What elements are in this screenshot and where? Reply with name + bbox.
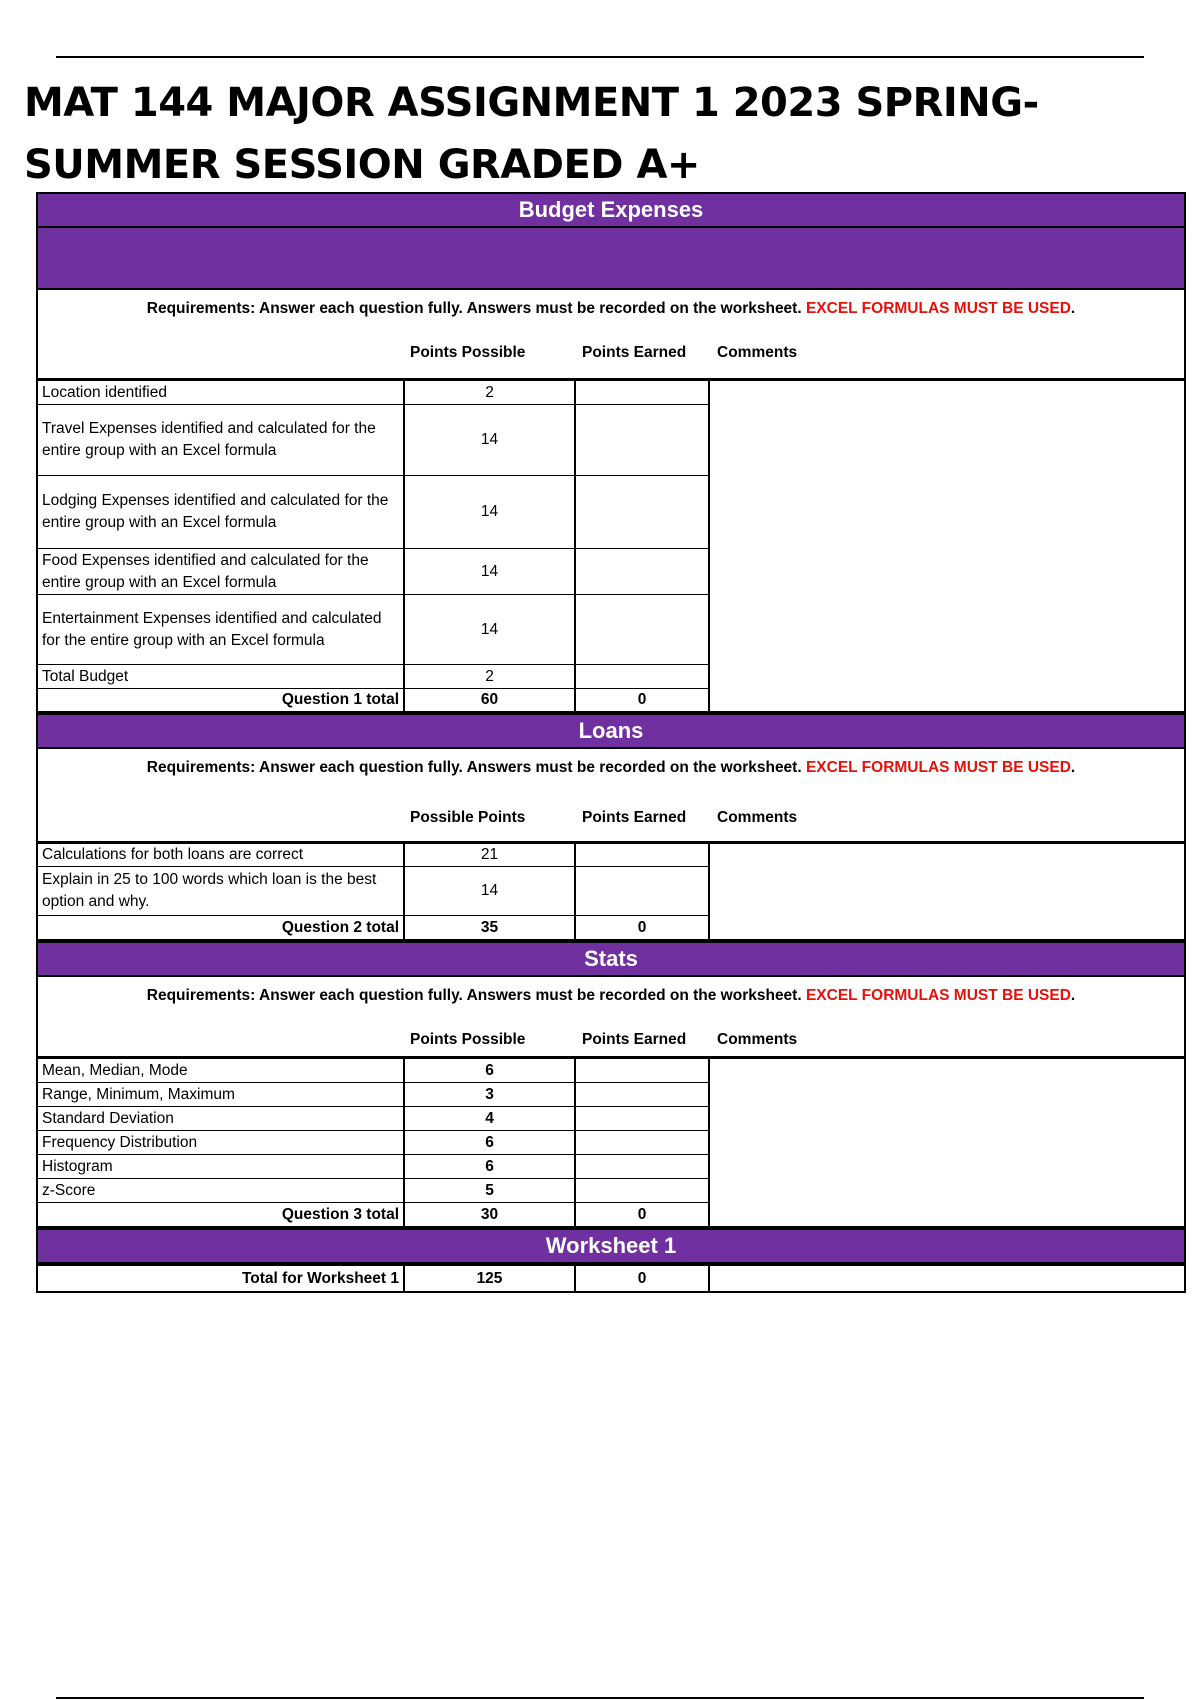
section-band [36,228,1186,290]
question-total-points: 60 [405,689,576,711]
row-label: Total Budget [38,665,405,689]
section-title-loans: Loans [36,713,1186,749]
header-comments: Comments [717,809,798,826]
header-points-earned: Points Earned [582,809,687,826]
top-rule [56,56,1144,58]
row-label: Lodging Expenses identified and calculated for the entire group with an Excel formula [38,476,405,549]
row-points: 14 [405,405,576,476]
requirements-text: Requirements: Answer each question fully. Answers must be recorded on the worksheet. EXCEL FORMULAS MUST BE USED. [146,300,1076,317]
header-possible-points: Possible Points [410,809,526,826]
row-points: 14 [405,549,576,595]
budget-table [36,378,1186,713]
row-points: 14 [405,867,576,916]
question-total-label: Question 2 total [38,916,405,939]
requirements-block-budget [36,290,1186,378]
header-comments: Comments [717,1031,798,1048]
column-headers [38,338,1184,368]
row-label: Histogram [38,1155,405,1179]
row-points: 14 [405,595,576,665]
header-points-possible: Points Possible [410,344,526,361]
question-total-points: 35 [405,916,576,939]
header-points-earned: Points Earned [582,1031,687,1048]
row-earned-cell[interactable] [576,1155,710,1179]
row-earned-cell[interactable] [576,405,710,476]
comments-cell[interactable] [710,1059,1184,1226]
worksheet-total-earned: 0 [576,1266,710,1291]
row-earned-cell[interactable] [576,665,710,689]
row-label: Location identified [38,381,405,405]
grading-rubric [36,192,1186,1293]
row-points: 2 [405,665,576,689]
worksheet-total-table [36,1264,1186,1293]
requirements-emphasis: EXCEL FORMULAS MUST BE USED [805,759,1071,776]
comments-cell[interactable] [710,381,1184,711]
row-points: 6 [405,1059,576,1083]
stats-table [36,1056,1186,1228]
row-label: z-Score [38,1179,405,1203]
loans-table [36,841,1186,941]
row-points: 5 [405,1179,576,1203]
row-earned-cell[interactable] [576,1131,710,1155]
comments-cell[interactable] [710,1266,1184,1291]
row-label: Range, Minimum, Maximum [38,1083,405,1107]
row-label: Travel Expenses identified and calculated for the entire group with an Excel formula [38,405,405,476]
header-points-possible: Points Possible [410,1031,526,1048]
row-points: 14 [405,476,576,549]
requirements-block-loans [36,749,1186,841]
row-label: Frequency Distribution [38,1131,405,1155]
question-total-label: Question 3 total [38,1203,405,1226]
row-label: Calculations for both loans are correct [38,844,405,867]
row-label: Mean, Median, Mode [38,1059,405,1083]
row-points: 4 [405,1107,576,1131]
question-total-points: 30 [405,1203,576,1226]
row-earned-cell[interactable] [576,1179,710,1203]
row-earned-cell[interactable] [576,549,710,595]
row-points: 21 [405,844,576,867]
row-label: Standard Deviation [38,1107,405,1131]
comments-cell[interactable] [710,844,1184,939]
row-label: Food Expenses identified and calculated for the entire group with an Excel formula [38,549,405,595]
row-label: Entertainment Expenses identified and calculated for the entire group with an Excel formula [38,595,405,665]
row-earned-cell[interactable] [576,867,710,916]
row-label: Explain in 25 to 100 words which loan is the best option and why. [38,867,405,916]
row-earned-cell[interactable] [576,1083,710,1107]
column-headers [38,1025,1184,1055]
requirements-emphasis: EXCEL FORMULAS MUST BE USED [805,300,1071,317]
row-earned-cell[interactable] [576,595,710,665]
row-earned-cell[interactable] [576,1059,710,1083]
row-points: 3 [405,1083,576,1107]
question-total-earned: 0 [576,916,710,939]
row-earned-cell[interactable] [576,844,710,867]
row-points: 6 [405,1131,576,1155]
worksheet-total-label: Total for Worksheet 1 [38,1266,405,1291]
question-total-earned: 0 [576,689,710,711]
section-title-stats: Stats [36,941,1186,977]
row-points: 2 [405,381,576,405]
requirements-emphasis: EXCEL FORMULAS MUST BE USED [805,987,1071,1004]
row-earned-cell[interactable] [576,381,710,405]
row-points: 6 [405,1155,576,1179]
requirements-text: Requirements: Answer each question fully. Answers must be recorded on the worksheet. EXCEL FORMULAS MUST BE USED. [146,987,1076,1004]
bottom-rule [56,1697,1144,1699]
section-title-budget: Budget Expenses [36,192,1186,228]
column-headers [38,803,1184,833]
question-total-earned: 0 [576,1203,710,1226]
header-comments: Comments [717,344,798,361]
row-earned-cell[interactable] [576,476,710,549]
row-earned-cell[interactable] [576,1107,710,1131]
question-total-label: Question 1 total [38,689,405,711]
requirements-text: Requirements: Answer each question fully. Answers must be recorded on the worksheet. EXCEL FORMULAS MUST BE USED. [146,759,1076,776]
section-title-worksheet: Worksheet 1 [36,1228,1186,1264]
worksheet-total-points: 125 [405,1266,576,1291]
document-title: MAT 144 MAJOR ASSIGNMENT 1 2023 SPRING-SUMMER SESSION GRADED A+ [24,80,1039,188]
requirements-block-stats [36,977,1186,1056]
header-points-earned: Points Earned [582,344,687,361]
